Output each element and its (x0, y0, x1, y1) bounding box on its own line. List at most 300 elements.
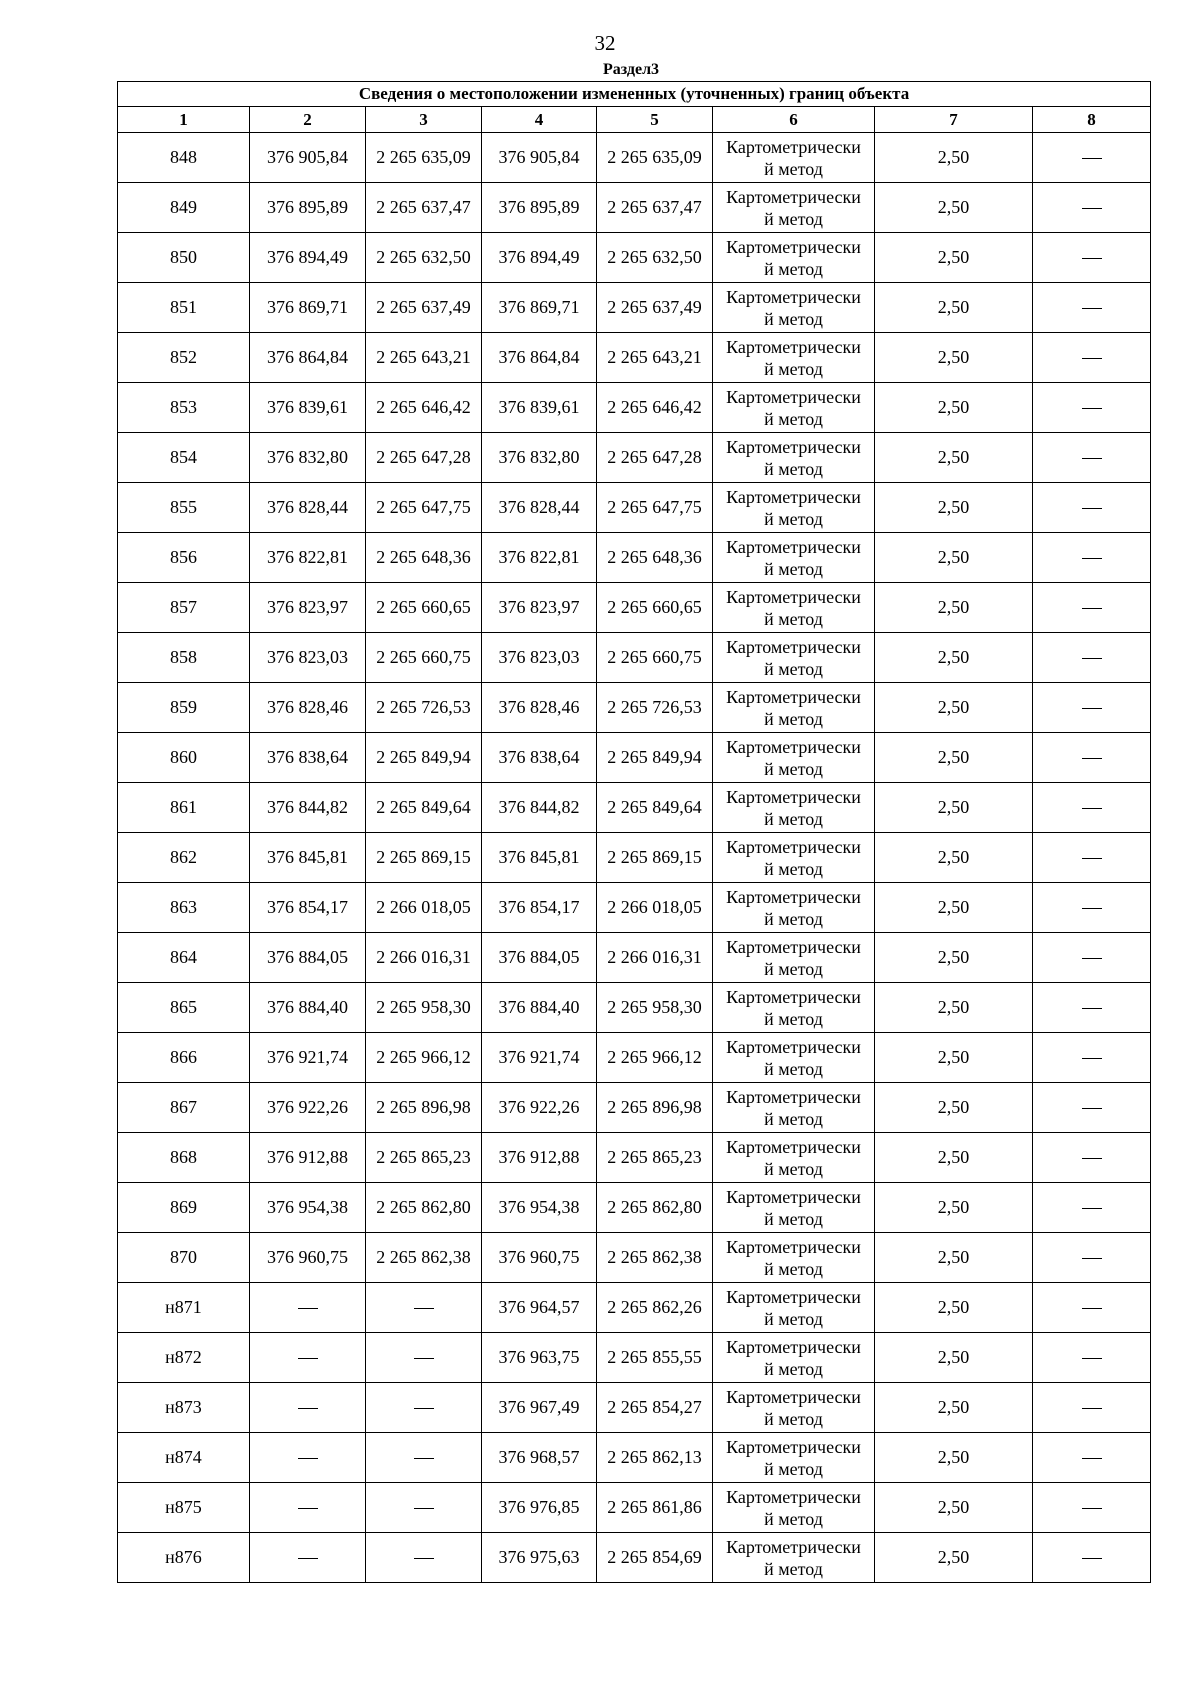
method-cell (713, 1433, 875, 1483)
method-text: Картометрически (726, 1036, 861, 1057)
existing-x-cell-text: 376 884,05 (267, 947, 348, 967)
method-text: й метод (764, 1208, 823, 1229)
method-text: й метод (764, 558, 823, 579)
point-number-cell-text: 869 (170, 1197, 197, 1217)
column-8-cell (1033, 1283, 1151, 1333)
existing-x-cell-text: 376 894,49 (267, 247, 348, 267)
existing-x-cell (250, 383, 366, 433)
method-text: Картометрически (726, 586, 861, 607)
new-x-cell-text: 376 839,61 (498, 397, 580, 417)
point-number-cell-text: н875 (165, 1497, 202, 1517)
point-number-cell-text: 849 (170, 197, 197, 217)
existing-x-cell (250, 733, 366, 783)
new-y-cell-text: 2 265 869,15 (607, 847, 702, 867)
column-8-cell (1033, 733, 1151, 783)
existing-x-cell-text: 376 844,82 (267, 797, 348, 817)
accuracy-cell: 2,50 (875, 683, 1033, 733)
existing-y-cell (366, 1033, 482, 1083)
existing-x-cell-text: 376 823,03 (267, 647, 348, 667)
new-y-cell (597, 1233, 713, 1283)
new-x-cell-text: 376 922,26 (498, 1097, 580, 1117)
existing-x-cell (250, 1383, 366, 1433)
method-text: Картометрически (726, 636, 861, 657)
column-8-cell (1033, 233, 1151, 283)
method-cell (713, 1133, 875, 1183)
method-text: Картометрически (726, 1536, 861, 1557)
accuracy-cell: 2,50 (875, 733, 1033, 783)
point-number-cell-text: 855 (170, 497, 197, 517)
new-x-cell-text: 376 905,84 (498, 147, 580, 167)
existing-y-cell (366, 1383, 482, 1433)
column-8-cell (1033, 483, 1151, 533)
method-cell (713, 1533, 875, 1583)
column-8-cell (1033, 1483, 1151, 1533)
existing-y-cell-text: 2 265 635,09 (376, 147, 471, 167)
new-y-cell-text: 2 265 726,53 (607, 697, 702, 717)
new-x-cell (482, 1483, 597, 1533)
column-8-cell (1033, 583, 1151, 633)
point-number-cell-text: 866 (170, 1047, 197, 1067)
existing-y-cell (366, 1533, 482, 1583)
existing-x-cell-text (298, 1358, 318, 1359)
existing-y-cell (366, 783, 482, 833)
new-x-cell-text: 376 844,82 (498, 797, 580, 817)
column-8-text (1082, 1308, 1102, 1309)
new-x-cell (482, 1233, 597, 1283)
point-number-cell (118, 533, 250, 583)
existing-y-cell-text (414, 1458, 434, 1459)
new-y-cell (597, 683, 713, 733)
method-text: й метод (764, 208, 823, 229)
method-text: Картометрически (726, 686, 861, 707)
existing-y-cell-text: 2 265 896,98 (376, 1097, 471, 1117)
existing-y-cell (366, 833, 482, 883)
existing-x-cell-text: 376 823,97 (267, 597, 348, 617)
method-text: Картометрически (726, 1336, 861, 1357)
existing-x-cell-text: 376 828,46 (267, 697, 348, 717)
existing-y-cell (366, 683, 482, 733)
point-number-cell-text: 859 (170, 697, 197, 717)
table-row (118, 683, 1151, 733)
existing-x-cell-text: 376 905,84 (267, 147, 348, 167)
new-y-cell-text: 2 265 660,75 (607, 647, 702, 667)
table-row (118, 533, 1151, 583)
point-number-cell (118, 1283, 250, 1333)
existing-x-cell (250, 1433, 366, 1483)
existing-y-cell-text (414, 1358, 434, 1359)
new-x-cell (482, 233, 597, 283)
method-cell (713, 1333, 875, 1383)
column-number: 7 (875, 107, 1033, 133)
table-row (118, 833, 1151, 883)
column-8-text (1082, 1158, 1102, 1159)
new-x-cell-text: 376 954,38 (498, 1197, 580, 1217)
new-x-cell (482, 1333, 597, 1383)
existing-y-cell (366, 333, 482, 383)
table-row (118, 583, 1151, 633)
existing-y-cell (366, 1233, 482, 1283)
method-text: Картометрически (726, 1236, 861, 1257)
method-text: й метод (764, 158, 823, 179)
table-row (118, 433, 1151, 483)
new-x-cell-text: 376 828,44 (498, 497, 580, 517)
method-text: й метод (764, 908, 823, 929)
new-x-cell (482, 1033, 597, 1083)
table-row (118, 1233, 1151, 1283)
column-8-cell (1033, 783, 1151, 833)
existing-y-cell-text (414, 1408, 434, 1409)
point-number-cell-text: 865 (170, 997, 197, 1017)
new-x-cell-text: 376 968,57 (498, 1447, 580, 1467)
method-text: й метод (764, 808, 823, 829)
method-text: Картометрически (726, 1386, 861, 1407)
point-number-cell (118, 633, 250, 683)
accuracy-cell: 2,50 (875, 1333, 1033, 1383)
column-8-text (1082, 158, 1102, 159)
existing-y-cell (366, 383, 482, 433)
method-text: й метод (764, 358, 823, 379)
column-8-text (1082, 1358, 1102, 1359)
existing-x-cell-text: 376 828,44 (267, 497, 348, 517)
point-number-cell (118, 783, 250, 833)
table-row (118, 283, 1151, 333)
column-8-text (1082, 908, 1102, 909)
existing-y-cell (366, 933, 482, 983)
accuracy-cell: 2,50 (875, 1133, 1033, 1183)
method-text: Картометрически (726, 736, 861, 757)
point-number-cell (118, 1433, 250, 1483)
point-number-cell (118, 1133, 250, 1183)
method-text: й метод (764, 508, 823, 529)
existing-x-cell (250, 633, 366, 683)
new-x-cell-text: 376 828,46 (498, 697, 580, 717)
new-y-cell-text: 2 265 646,42 (607, 397, 702, 417)
existing-y-cell (366, 733, 482, 783)
new-x-cell-text: 376 967,49 (498, 1397, 580, 1417)
method-text: й метод (764, 1408, 823, 1429)
existing-y-cell (366, 1333, 482, 1383)
method-text: Картометрически (726, 436, 861, 457)
point-number-cell-text: 852 (170, 347, 197, 367)
point-number-cell (118, 583, 250, 633)
point-number-cell (118, 983, 250, 1033)
method-cell (713, 633, 875, 683)
column-8-text (1082, 858, 1102, 859)
new-x-cell (482, 683, 597, 733)
column-8-cell (1033, 1033, 1151, 1083)
existing-x-cell-text (298, 1408, 318, 1409)
method-cell (713, 883, 875, 933)
table-row (118, 233, 1151, 283)
existing-y-cell-text (414, 1558, 434, 1559)
new-y-cell-text: 2 265 635,09 (607, 147, 702, 167)
column-8-cell (1033, 533, 1151, 583)
existing-y-cell (366, 1283, 482, 1333)
new-y-cell (597, 1333, 713, 1383)
existing-x-cell (250, 483, 366, 533)
point-number-cell (118, 883, 250, 933)
column-number: 1 (118, 107, 250, 133)
method-cell (713, 233, 875, 283)
new-x-cell-text: 376 838,64 (498, 747, 580, 767)
method-text: й метод (764, 258, 823, 279)
existing-y-cell (366, 633, 482, 683)
existing-y-cell-text: 2 265 647,28 (376, 447, 471, 467)
column-8-text (1082, 608, 1102, 609)
new-x-cell (482, 333, 597, 383)
new-x-cell-text: 376 976,85 (498, 1497, 580, 1517)
table-row (118, 1083, 1151, 1133)
method-cell (713, 1283, 875, 1333)
new-y-cell (597, 1083, 713, 1133)
new-y-cell-text: 2 265 958,30 (607, 997, 702, 1017)
method-text: й метод (764, 1558, 823, 1579)
column-8-text (1082, 1108, 1102, 1109)
new-x-cell (482, 1433, 597, 1483)
existing-y-cell-text (414, 1508, 434, 1509)
new-y-cell-text: 2 265 648,36 (607, 547, 702, 567)
existing-y-cell (366, 1433, 482, 1483)
method-cell (713, 783, 875, 833)
column-8-cell (1033, 683, 1151, 733)
column-8-cell (1033, 1233, 1151, 1283)
column-8-text (1082, 1558, 1102, 1559)
table-row (118, 1483, 1151, 1533)
method-text: й метод (764, 758, 823, 779)
new-y-cell (597, 633, 713, 683)
new-y-cell (597, 733, 713, 783)
existing-x-cell-text: 376 884,40 (267, 997, 348, 1017)
column-8-text (1082, 958, 1102, 959)
existing-x-cell (250, 883, 366, 933)
column-8-text (1082, 1408, 1102, 1409)
method-text: Картометрически (726, 986, 861, 1007)
column-8-cell (1033, 1083, 1151, 1133)
existing-y-cell-text: 2 265 849,64 (376, 797, 471, 817)
existing-y-cell-text: 2 265 966,12 (376, 1047, 471, 1067)
method-text: Картометрически (726, 136, 861, 157)
point-number-cell-text: 867 (170, 1097, 197, 1117)
column-8-cell (1033, 933, 1151, 983)
method-cell (713, 1083, 875, 1133)
table-row (118, 1283, 1151, 1333)
method-cell (713, 133, 875, 183)
method-text: й метод (764, 1008, 823, 1029)
table-body (118, 133, 1151, 1583)
existing-x-cell-text: 376 832,80 (267, 447, 348, 467)
method-text: Картометрически (726, 186, 861, 207)
existing-y-cell (366, 533, 482, 583)
accuracy-cell: 2,50 (875, 183, 1033, 233)
accuracy-cell: 2,50 (875, 1433, 1033, 1483)
existing-x-cell (250, 683, 366, 733)
table-row (118, 633, 1151, 683)
method-text: Картометрически (726, 936, 861, 957)
existing-x-cell (250, 133, 366, 183)
accuracy-cell: 2,50 (875, 433, 1033, 483)
new-x-cell (482, 833, 597, 883)
method-cell (713, 1383, 875, 1433)
existing-x-cell (250, 1083, 366, 1133)
new-y-cell (597, 983, 713, 1033)
existing-x-cell (250, 1033, 366, 1083)
point-number-cell-text: н873 (165, 1397, 202, 1417)
column-8-text (1082, 1258, 1102, 1259)
existing-y-cell (366, 1133, 482, 1183)
column-8-text (1082, 258, 1102, 259)
existing-y-cell-text: 2 265 862,80 (376, 1197, 471, 1217)
existing-y-cell-text: 2 265 726,53 (376, 697, 471, 717)
column-8-cell (1033, 383, 1151, 433)
new-x-cell (482, 983, 597, 1033)
point-number-cell (118, 1033, 250, 1083)
column-8-text (1082, 408, 1102, 409)
column-8-cell (1033, 133, 1151, 183)
column-number: 8 (1033, 107, 1151, 133)
accuracy-cell: 2,50 (875, 483, 1033, 533)
new-x-cell-text: 376 894,49 (498, 247, 580, 267)
existing-y-cell-text: 2 265 647,75 (376, 497, 471, 517)
point-number-cell (118, 833, 250, 883)
column-number: 3 (366, 107, 482, 133)
table-row (118, 883, 1151, 933)
method-cell (713, 1183, 875, 1233)
column-8-cell (1033, 983, 1151, 1033)
accuracy-cell: 2,50 (875, 383, 1033, 433)
point-number-cell-text: 863 (170, 897, 197, 917)
new-x-cell-text: 376 832,80 (498, 447, 580, 467)
existing-x-cell (250, 433, 366, 483)
new-y-cell (597, 533, 713, 583)
existing-x-cell-text: 376 912,88 (267, 1147, 348, 1167)
point-number-cell (118, 333, 250, 383)
method-cell (713, 433, 875, 483)
new-y-cell-text: 2 265 637,47 (607, 197, 702, 217)
new-y-cell-text: 2 265 862,38 (607, 1247, 702, 1267)
table-caption-row (118, 82, 1151, 107)
new-y-cell (597, 133, 713, 183)
existing-x-cell-text: 376 822,81 (267, 547, 348, 567)
existing-x-cell (250, 1483, 366, 1533)
existing-x-cell (250, 183, 366, 233)
table-row (118, 783, 1151, 833)
table-row (118, 1533, 1151, 1583)
column-8-text (1082, 358, 1102, 359)
method-text: Картометрически (726, 1086, 861, 1107)
point-number-cell (118, 133, 250, 183)
table-row (118, 133, 1151, 183)
point-number-cell (118, 1083, 250, 1133)
new-x-cell-text: 376 912,88 (498, 1147, 580, 1167)
existing-x-cell-text: 376 921,74 (267, 1047, 348, 1067)
existing-x-cell-text: 376 845,81 (267, 847, 348, 867)
point-number-cell (118, 233, 250, 283)
existing-y-cell-text: 2 265 632,50 (376, 247, 471, 267)
new-y-cell (597, 1283, 713, 1333)
new-x-cell-text: 376 869,71 (498, 297, 580, 317)
new-y-cell (597, 783, 713, 833)
accuracy-cell: 2,50 (875, 983, 1033, 1033)
existing-x-cell (250, 583, 366, 633)
method-cell (713, 1483, 875, 1533)
column-8-text (1082, 508, 1102, 509)
column-8-cell (1033, 183, 1151, 233)
new-y-cell-text: 2 265 849,64 (607, 797, 702, 817)
point-number-cell-text: н876 (165, 1547, 202, 1567)
column-8-text (1082, 658, 1102, 659)
column-8-cell (1033, 633, 1151, 683)
method-text: Картометрически (726, 1486, 861, 1507)
new-x-cell-text: 376 884,05 (498, 947, 580, 967)
table-row (118, 933, 1151, 983)
method-cell (713, 933, 875, 983)
method-text: Картометрически (726, 1436, 861, 1457)
existing-x-cell-text: 376 864,84 (267, 347, 348, 367)
column-8-text (1082, 1058, 1102, 1059)
existing-y-cell-text: 2 265 643,21 (376, 347, 471, 367)
new-x-cell-text: 376 975,63 (498, 1547, 580, 1567)
point-number-cell-text: 860 (170, 747, 197, 767)
existing-x-cell (250, 933, 366, 983)
existing-x-cell (250, 783, 366, 833)
existing-x-cell (250, 833, 366, 883)
new-x-cell (482, 133, 597, 183)
existing-x-cell-text (298, 1308, 318, 1309)
accuracy-cell: 2,50 (875, 1083, 1033, 1133)
existing-x-cell-text (298, 1558, 318, 1559)
existing-y-cell-text: 2 265 862,38 (376, 1247, 471, 1267)
column-8-cell (1033, 433, 1151, 483)
existing-x-cell (250, 333, 366, 383)
existing-y-cell (366, 983, 482, 1033)
new-y-cell (597, 233, 713, 283)
table-row (118, 1133, 1151, 1183)
accuracy-cell: 2,50 (875, 533, 1033, 583)
new-x-cell (482, 533, 597, 583)
column-number: 5 (597, 107, 713, 133)
new-x-cell (482, 283, 597, 333)
new-x-cell-text: 376 854,17 (498, 897, 580, 917)
column-8-cell (1033, 1383, 1151, 1433)
point-number-cell-text: 868 (170, 1147, 197, 1167)
table-row (118, 1333, 1151, 1383)
new-x-cell-text: 376 823,03 (498, 647, 580, 667)
new-y-cell (597, 933, 713, 983)
existing-x-cell-text: 376 954,38 (267, 1197, 348, 1217)
method-cell (713, 1033, 875, 1083)
table-row (118, 983, 1151, 1033)
point-number-cell-text: 856 (170, 547, 197, 567)
table-row (118, 483, 1151, 533)
new-x-cell-text: 376 895,89 (498, 197, 580, 217)
new-x-cell (482, 1183, 597, 1233)
existing-y-cell-text: 2 266 018,05 (376, 897, 471, 917)
new-y-cell-text: 2 265 862,26 (607, 1297, 702, 1317)
point-number-cell-text: 857 (170, 597, 197, 617)
existing-y-cell-text: 2 266 016,31 (376, 947, 471, 967)
point-number-cell (118, 483, 250, 533)
new-x-cell (482, 433, 597, 483)
method-text: Картометрически (726, 336, 861, 357)
column-number: 2 (250, 107, 366, 133)
new-y-cell-text: 2 265 966,12 (607, 1047, 702, 1067)
method-cell (713, 983, 875, 1033)
method-cell (713, 533, 875, 583)
accuracy-cell: 2,50 (875, 1033, 1033, 1083)
method-text: Картометрически (726, 386, 861, 407)
point-number-cell (118, 1483, 250, 1533)
new-x-cell-text: 376 845,81 (498, 847, 580, 867)
